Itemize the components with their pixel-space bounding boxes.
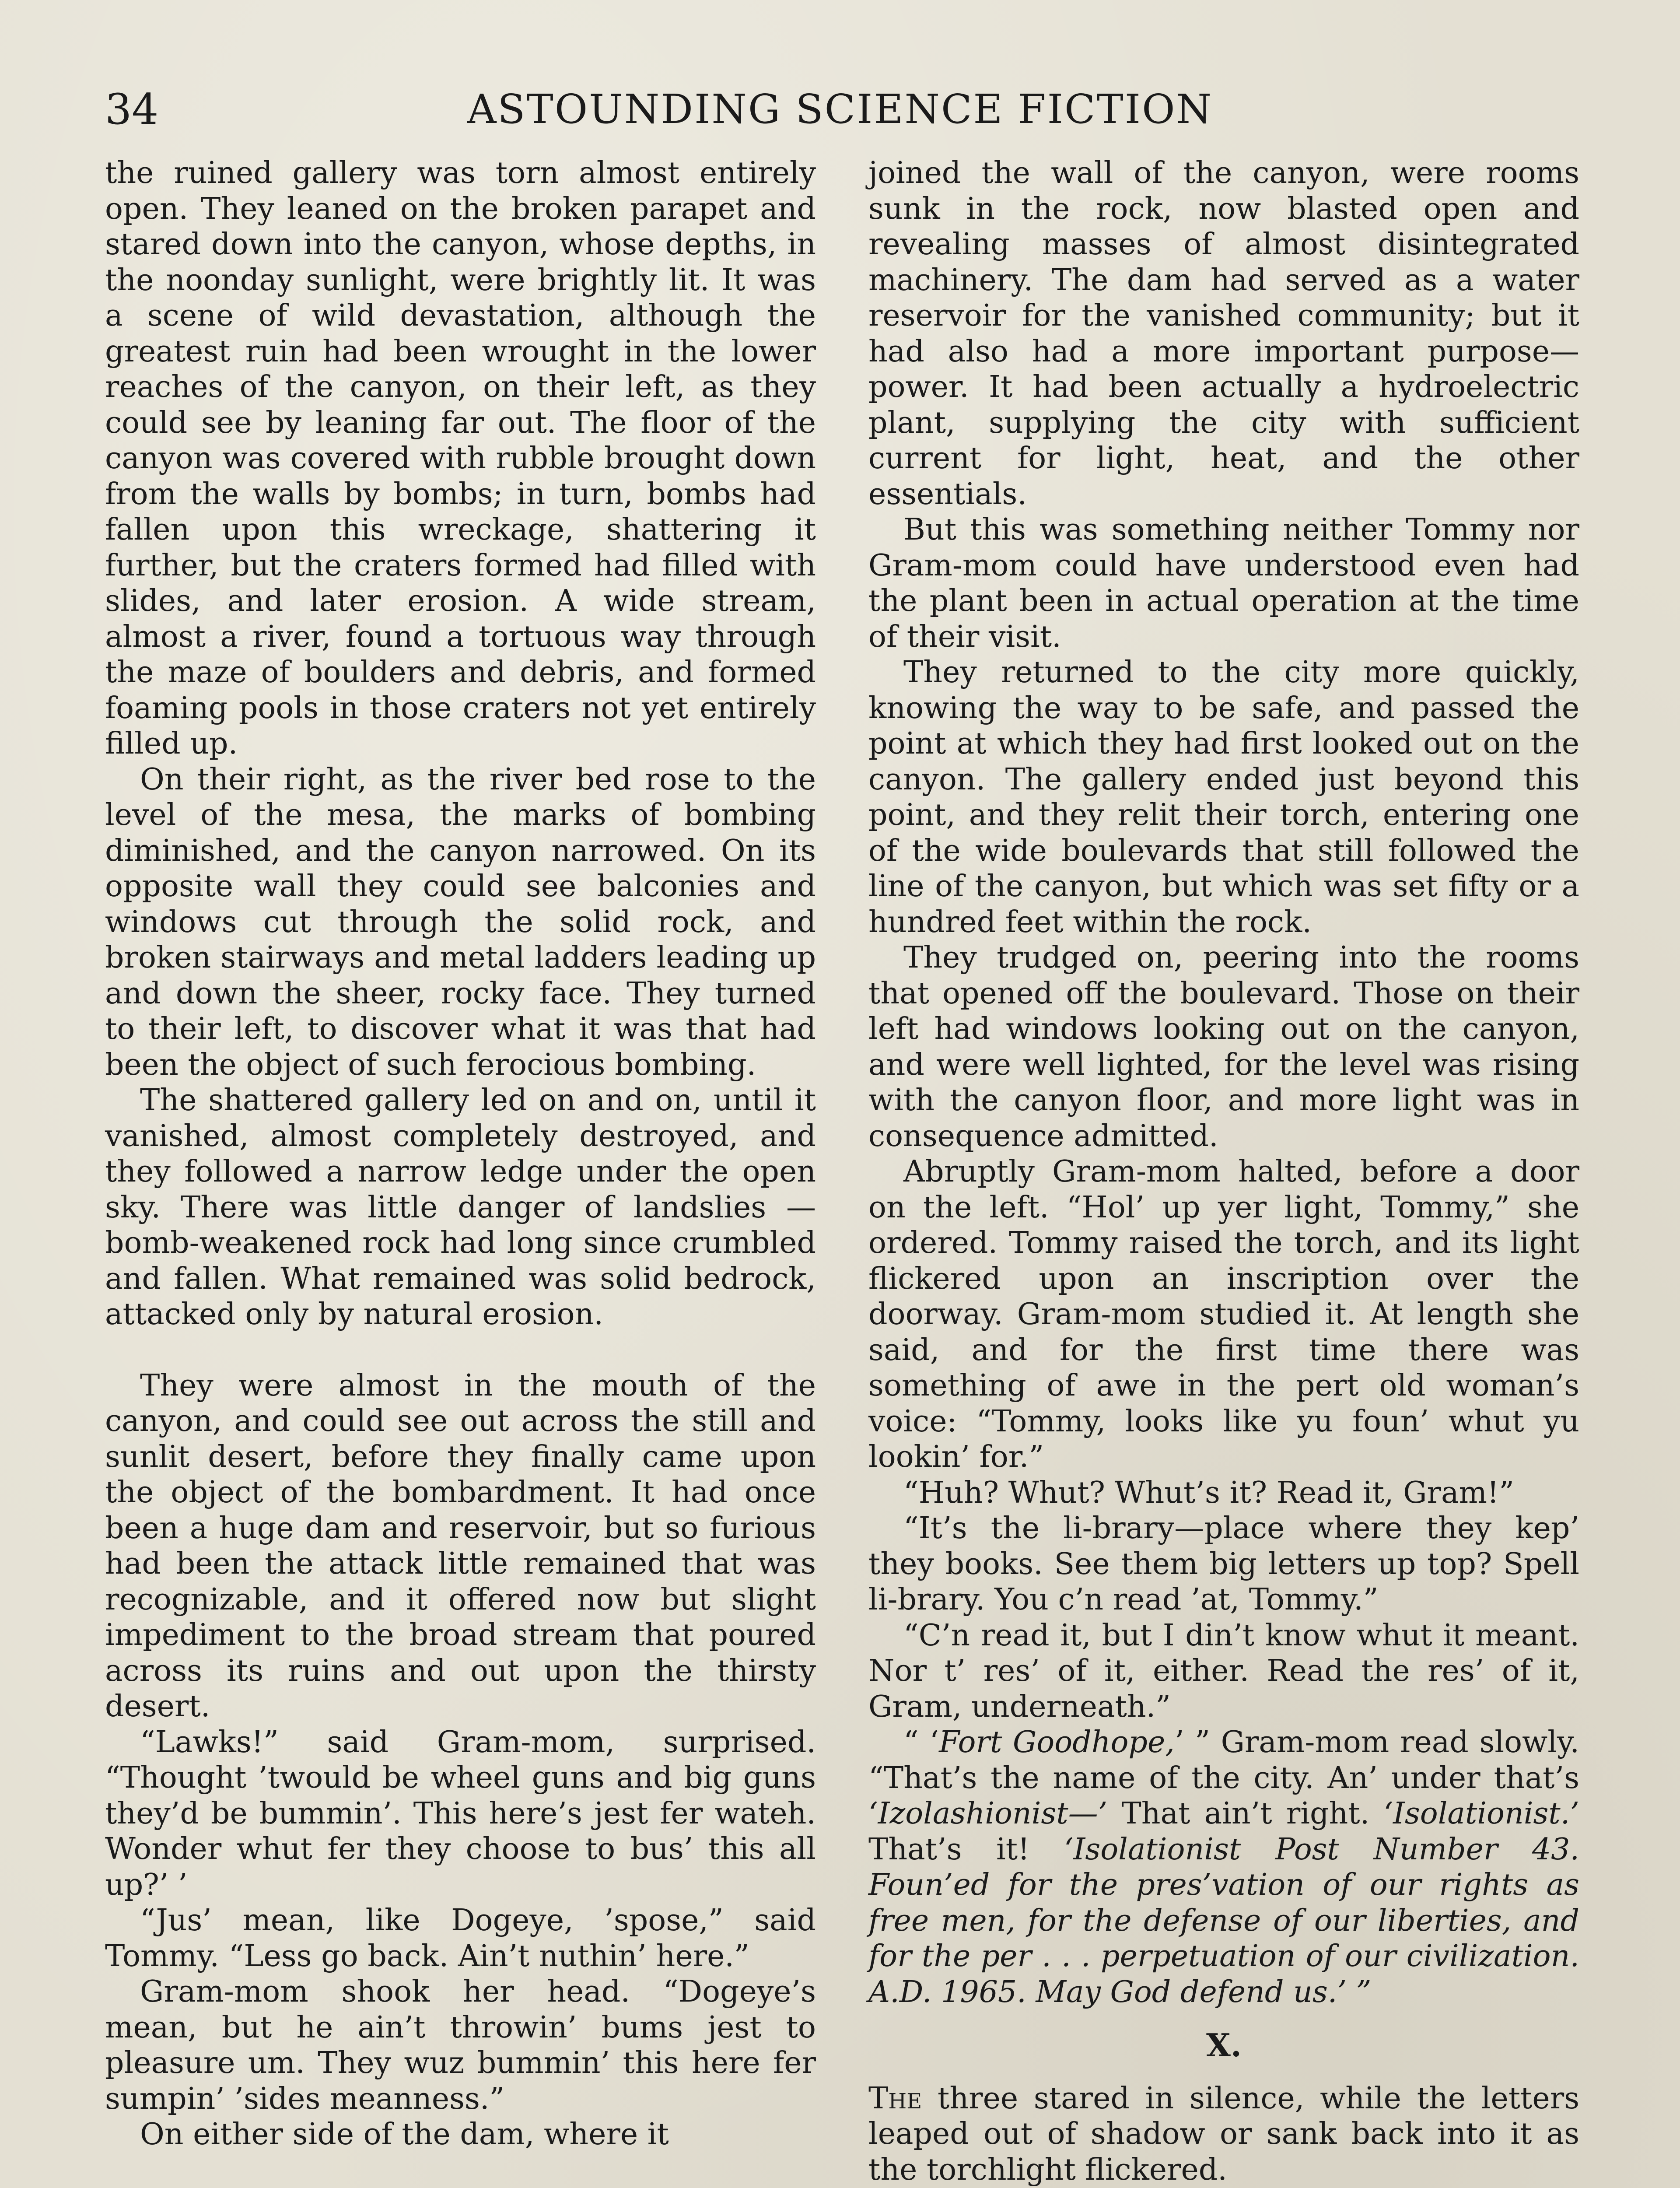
left-column — [105, 155, 816, 2153]
paragraph: Abruptly Gram-mom halted, before a door on the left. “Hol’ up yer light, Tommy,” she ordered. Tommy raised the torch, and its light flickered upon an inscription over the doorway. Gram-mom studied it. At length she said, and for the first time there was something of awe in the pert old woman’s voice: “Tommy, looks like yu foun’ whut yu lookin’ for.” — [868, 1154, 1579, 1474]
paragraph: But this was something neither Tommy nor Gram-mom could have understood even had the plant been in actual operation at the time of their visit. — [868, 512, 1579, 654]
section-heading: X. — [1206, 2027, 1242, 2064]
paragraph: On their right, as the river bed rose to the level of the mesa, the marks of bombing diminished, and the canyon narrowed. On its opposite wall they could see balconies and windows cut through the solid rock, and broken stairways and metal ladders leading up and down the sheer, rocky face. They turned to their left, to discover what it was that had been the object of such ferocious bombing. — [105, 762, 816, 1082]
paragraph: the ruined gallery was torn almost entirely open. They leaned on the broken parapet and stared down into the canyon, whose depths, in the noonday sunlight, were brightly lit. It was a scene of wild devastation, although the greatest ruin had been wrought in the lower reaches of the canyon, on their left, as they could see by leaning far out. The floor of the canyon was covered with rubble brought down from the walls by bombs; in turn, bombs had fallen upon this wreckage, shattering it further, but the craters formed had filled with slides, and later erosion. A wide stream, almost a river, found a tortuous way through the maze of boulders and debris, and formed foaming pools in those craters not yet entirely filled up. — [105, 156, 816, 761]
text-run: three stared in silence, while the letters leaped out of shadow or sank back into it as the torchlight flickered. — [868, 2081, 1579, 2187]
paragraph: “It’s the li-brary—place where they kep’ they books. See them big letters up top? Spell li-brary. You c’n read ’at, Tommy.” — [868, 1511, 1579, 1617]
paragraph: “Jus’ mean, like Dogeye, ’spose,” said Tommy. “Less go back. Ain’t nuthin’ here.” — [105, 1903, 816, 1974]
paragraph: They were almost in the mouth of the canyon, and could see out across the still and sunlit desert, before they finally came upon the object of the bombardment. It had once been a huge dam and reservoir, but so furious had been the attack little remained that was recognizable, and it offered now but slight impediment to the broad stream that poured across its ruins and out upon the thirsty desert. — [105, 1368, 816, 1724]
quote-close: ’ ” — [1174, 1725, 1210, 1760]
paragraph: “C’n read it, but I din’t know whut it meant. Nor t’ res’ of it, either. Read the res’ of it, Gram, underneath.” — [868, 1618, 1579, 1724]
paragraph: They returned to the city more quickly, knowing the way to be safe, and passed the point at which they had first looked out on the canyon. The gallery ended just beyond this point, and they relit their torch, entering one of the wide boulevards that still followed the line of the canyon, but which was set fifty or a hundred feet within the rock. — [868, 655, 1579, 940]
lead-word: The — [868, 2081, 922, 2116]
paragraph: “Lawks!” said Gram-mom, surprised. “Thought ’twould be wheel guns and big guns they’d be bummin’. This here’s jest fer wateh. Wonder whut fer they choose to bus’ this all up?’ ’ — [105, 1725, 816, 1902]
page-number: 34 — [105, 85, 159, 134]
italic-isolationist: ‘Isolationist.’ — [1383, 1796, 1579, 1831]
text-run: That ain’t right. — [1107, 1796, 1384, 1831]
paragraph — [868, 2081, 1579, 2188]
inscription-paragraph — [868, 1725, 1579, 2010]
running-head: ASTOUNDING SCIENCE FICTION — [467, 86, 1213, 133]
italic-fort-goodhope: Fort Goodhope, — [939, 1725, 1175, 1760]
paragraph: joined the wall of the canyon, were rooms sunk in the rock, now blasted open and revealing masses of almost disintegrated machinery. The dam had served as a water reservoir for the vanished community; but it had also had a more important purpose—power. It had been actually a hydroelectric plant, supplying the city with sufficient current for light, heat, and the other essentials. — [868, 156, 1579, 512]
italic-izolashionist: ‘Izolashionist—’ — [868, 1796, 1108, 1831]
text-run: Gram-mom read slowly. “That’s the name of the city. An’ under that’s — [868, 1725, 1579, 1795]
quote-open: “ ‘ — [903, 1725, 939, 1760]
paragraph: They trudged on, peering into the rooms that opened off the boulevard. Those on their left had windows looking out on the canyon, and were well lighted, for the level was rising with the canyon floor, and more light was in consequence admitted. — [868, 940, 1579, 1154]
paragraph: On either side of the dam, where it — [140, 2117, 669, 2152]
paragraph: Gram-mom shook her head. “Dogeye’s mean, but he ain’t throwin’ bums jest to pleasure um. They wuz bummin’ this here fer sumpin’ ’sides meanness.” — [105, 1974, 816, 2116]
paragraph: The shattered gallery led on and on, until it vanished, almost completely destroyed, and they followed a narrow ledge under the open sky. There was little danger of landslies — bomb-weakened rock had long since crumbled and fallen. What remained was solid bedrock, attacked only by natural erosion. — [105, 1083, 816, 1332]
paragraph: “Huh? Whut? Whut’s it? Read it, Gram!” — [903, 1475, 1515, 1510]
page-header — [105, 83, 1575, 136]
right-column — [868, 155, 1579, 2188]
text-run: That’s it! — [868, 1832, 1064, 1867]
italic-inscription: ‘Isolationist Post Number 43. Foun’ed for the pres’vation of our rights as free men, for the defense of our liberties, and for the per . . . perpetuation of our civilization. A.D. 1965. May God defend us.’ ” — [868, 1832, 1579, 2009]
